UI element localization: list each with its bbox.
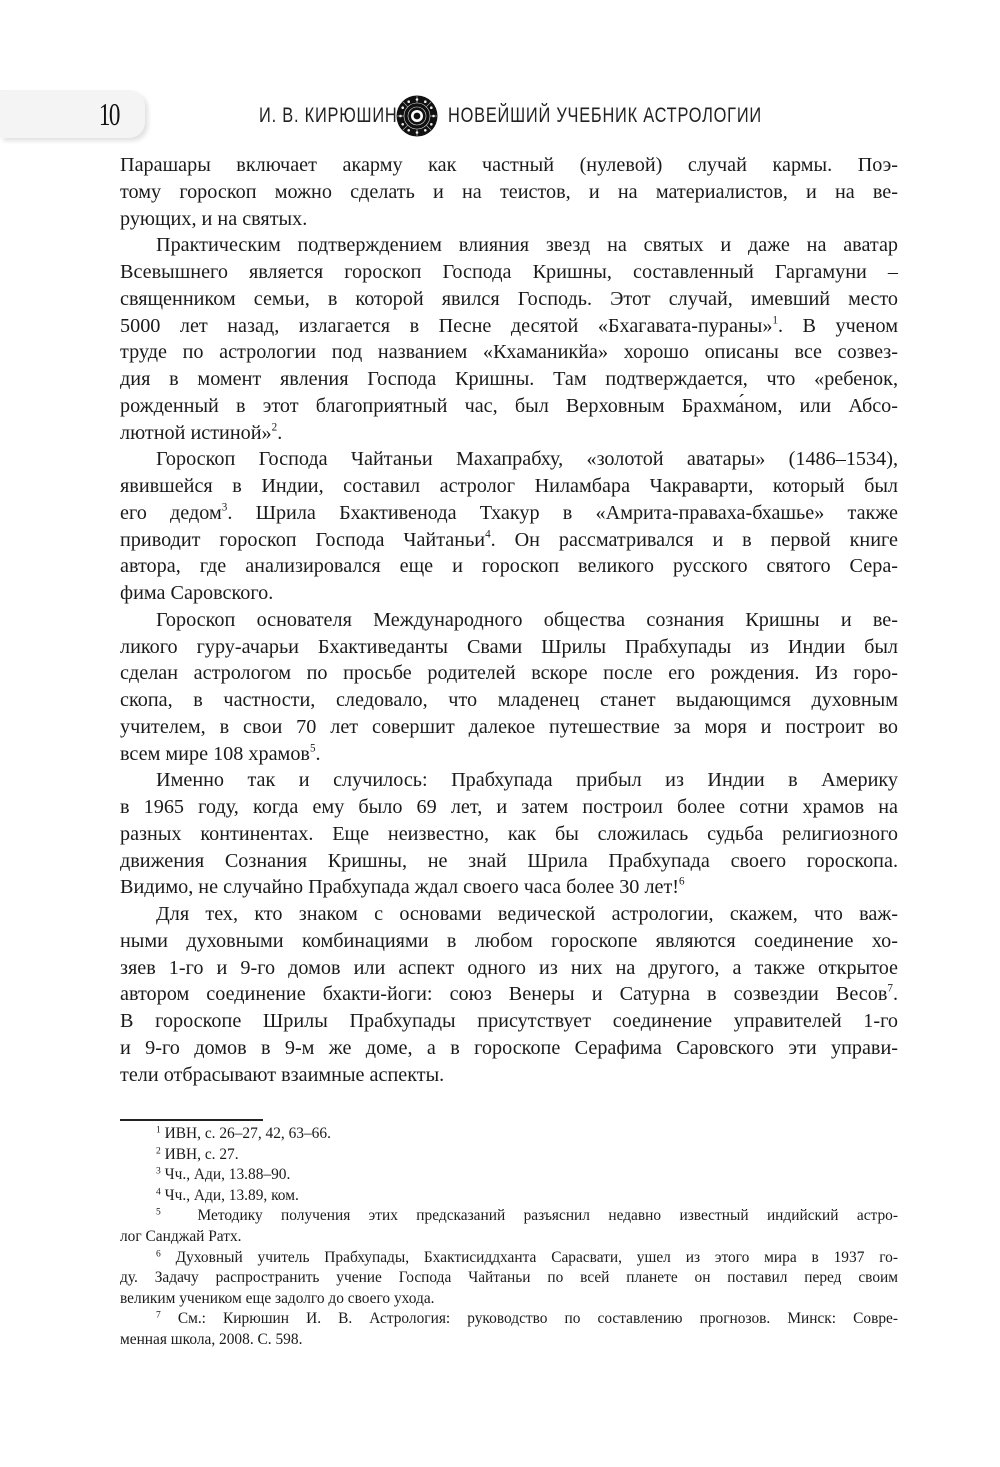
text-line-content: Видимо, не случайно Прабхупада ждал своего часа более 30 лет! bbox=[120, 876, 680, 899]
text-line-content: 5000 лет назад, излагается в Песне десятой «Бхагавата-пураны» bbox=[120, 314, 773, 337]
footnotes bbox=[120, 1124, 898, 1351]
text-line bbox=[120, 634, 898, 661]
footnote-line bbox=[120, 1268, 898, 1289]
text-line bbox=[120, 393, 898, 420]
text-line bbox=[120, 928, 898, 955]
text-line-content: Гороскоп Господа Чайтаньи Махапрабху, «золотой аватары» (1486–1534), bbox=[156, 448, 898, 471]
text-line bbox=[120, 152, 898, 179]
text-line-content: автора, где анализировался еще и гороскоп великого русского святого Сера- bbox=[120, 555, 898, 578]
text-line bbox=[120, 366, 898, 393]
text-line-content: скопа, в частности, следовало, что младенец станет выдающимся духовным bbox=[120, 689, 898, 711]
text-line bbox=[120, 874, 898, 901]
footnote-line bbox=[120, 1124, 898, 1145]
footnote-text: Чч., Ади, 13.88–90. bbox=[164, 1166, 291, 1184]
footnote-line bbox=[120, 1165, 898, 1186]
text-line bbox=[120, 553, 898, 580]
footnote bbox=[120, 1206, 898, 1247]
text-line-tail: . Шрила Бхактивенода Тхакур в «Амрита-праваха-бхашье» также bbox=[227, 501, 898, 524]
footnote-mark: 4 bbox=[156, 1186, 161, 1198]
text-line bbox=[120, 420, 898, 447]
text-line-content: ликого гуру-ачарьи Бхактиведанты Свами Шрилы Прабхупады из Индии был bbox=[120, 635, 898, 658]
text-line bbox=[120, 500, 898, 527]
main-text bbox=[120, 152, 898, 1088]
paragraph bbox=[120, 901, 898, 1088]
text-line-content: зяев 1-го и 9-го домов или аспект одного из них на другого, а также открытое bbox=[120, 956, 898, 979]
text-line-tail: . Он рассматривался и в первой книге bbox=[490, 528, 898, 551]
text-line-content: В гороскопе Шрилы Прабхупады присутствует соединение управителей 1-го bbox=[120, 1010, 898, 1032]
text-line bbox=[120, 687, 898, 714]
text-line-content: труде по астрологии под названием «Кхаманикйа» хорошо описаны все созвез- bbox=[120, 341, 898, 364]
text-line bbox=[120, 794, 898, 821]
footnote bbox=[120, 1124, 898, 1145]
footnote-ref[interactable]: 2 bbox=[271, 421, 278, 434]
text-line bbox=[120, 767, 898, 794]
footnote-text: ду. Задачу распространить учение Господа Чайтаньи по всей планете он поставил перед своим bbox=[120, 1269, 898, 1287]
footnote-line bbox=[120, 1330, 898, 1351]
footnote-text: ИВН, с. 27. bbox=[164, 1145, 239, 1163]
footnote-line bbox=[120, 1227, 898, 1248]
text-line-tail: . bbox=[277, 421, 283, 444]
footnote bbox=[120, 1165, 898, 1186]
text-line bbox=[120, 1062, 898, 1089]
footnote-line bbox=[120, 1206, 898, 1227]
page-number-tab bbox=[0, 90, 145, 138]
footnote-mark: 3 bbox=[156, 1165, 161, 1177]
text-line-content: сделан астрологом по просьбе родителей вскоре после его рождения. Из горо- bbox=[120, 662, 898, 685]
text-line bbox=[120, 821, 898, 848]
running-head-author: И. В. КИРЮШИН bbox=[259, 104, 398, 127]
text-line bbox=[120, 1008, 898, 1035]
text-line-content: священником семьи, в которой явился Господь. Этот случай, имевший место bbox=[120, 287, 898, 310]
text-line-content: ными духовными комбинациями в любом гороскопе являются соединение хо- bbox=[120, 929, 898, 952]
text-line-tail: . bbox=[892, 983, 898, 1006]
text-line bbox=[120, 580, 898, 607]
text-line-content: явившейся в Индии, составил астролог Ниламбара Чакраварти, который был bbox=[120, 475, 898, 497]
footnote-text: ИВН, с. 26–27, 42, 63–66. bbox=[164, 1125, 331, 1142]
footnote-text: великим учеником еще задолго до своего ухода. bbox=[120, 1289, 435, 1307]
text-line bbox=[120, 339, 898, 366]
text-line-content: Парашары включает акарму как частный (нулевой) случай кармы. Поэ- bbox=[120, 154, 898, 176]
zodiac-wheel-icon bbox=[396, 95, 438, 137]
text-line bbox=[120, 446, 898, 473]
footnote-ref[interactable]: 1 bbox=[772, 314, 778, 327]
footnote bbox=[120, 1186, 898, 1207]
footnote-text: Духовный учитель Прабхупады, Бхактисиддханта Сарасвати, ушел из этого мира в 1937 го- bbox=[175, 1248, 898, 1266]
running-head bbox=[220, 93, 850, 139]
text-line bbox=[120, 1035, 898, 1062]
paragraph bbox=[120, 446, 898, 607]
text-line-content: рующих, и на святых. bbox=[120, 207, 308, 230]
text-line-content: лютной истиной» bbox=[120, 421, 272, 444]
footnote-text: лог Санджай Ратх. bbox=[120, 1227, 242, 1245]
paragraph bbox=[120, 767, 898, 901]
text-line-content: учителем, в свои 70 лет совершит далекое путешествие за моря и построит во bbox=[120, 715, 898, 738]
text-line bbox=[120, 313, 898, 340]
footnote-text: Методику получения этих предсказаний разъяснил недавно известный индийский астро- bbox=[179, 1207, 898, 1225]
footnote-line bbox=[120, 1186, 898, 1207]
paragraph bbox=[120, 607, 898, 768]
paragraph bbox=[120, 232, 898, 446]
page-number: 10 bbox=[98, 96, 119, 132]
text-line-content: Именно так и случилось: Прабхупада прибыл из Индии в Америку bbox=[156, 769, 898, 792]
footnote-line bbox=[120, 1309, 898, 1330]
footnote-mark: 5 bbox=[156, 1206, 161, 1218]
text-line bbox=[120, 714, 898, 741]
footnote-mark: 1 bbox=[156, 1124, 161, 1136]
text-line bbox=[120, 527, 898, 554]
text-line-content: тели отбрасывают взаимные аспекты. bbox=[120, 1063, 445, 1086]
footnote-line bbox=[120, 1145, 898, 1166]
footnote-mark: 6 bbox=[156, 1247, 161, 1259]
footnote-text: См.: Кирюшин И. В. Астрология: руководство по составлению прогнозов. Минск: Совре- bbox=[177, 1310, 898, 1328]
footnote-mark: 2 bbox=[156, 1144, 161, 1156]
text-line-content: его дедом bbox=[120, 501, 222, 524]
text-line-content: фима Саровского. bbox=[120, 582, 274, 604]
text-line-content: разных континентах. Еще неизвестно, как бы сложилась судьба религиозного bbox=[120, 822, 898, 845]
footnote-ref[interactable]: 7 bbox=[887, 982, 893, 995]
text-line-tail: . bbox=[315, 742, 321, 765]
text-line-content: приводит гороскоп Господа Чайтаньи bbox=[120, 528, 486, 551]
footnote bbox=[120, 1248, 898, 1310]
paragraph bbox=[120, 152, 898, 232]
text-line bbox=[120, 232, 898, 259]
text-line bbox=[120, 955, 898, 982]
text-line bbox=[120, 206, 898, 233]
text-line-content: тому гороскоп можно сделать и на теистов, и на материалистов, и на ве- bbox=[120, 180, 898, 203]
text-line-content: дия в момент явления Господа Кришны. Там подтверждается, что «ребенок, bbox=[120, 368, 898, 390]
footnote-ref[interactable]: 5 bbox=[309, 742, 316, 755]
text-line bbox=[120, 848, 898, 875]
text-line-content: движения Сознания Кришны, не знай Шрила Прабхупада своего гороскопа. bbox=[120, 849, 898, 872]
text-line-content: всем мире 108 храмов bbox=[120, 742, 310, 765]
text-line-content: Практическим подтверждением влияния звезд на святых и даже на аватар bbox=[156, 234, 898, 257]
footnote bbox=[120, 1309, 898, 1350]
text-line bbox=[120, 607, 898, 634]
footnote-separator bbox=[120, 1119, 263, 1121]
text-line bbox=[120, 981, 898, 1008]
running-head-title: НОВЕЙШИЙ УЧЕБНИК АСТРОЛОГИИ bbox=[447, 104, 762, 127]
footnote-ref[interactable]: 3 bbox=[221, 501, 228, 514]
text-line bbox=[120, 179, 898, 206]
footnote-text: Чч., Ади, 13.89, ком. bbox=[164, 1186, 299, 1204]
text-line-content: Гороскоп основателя Международного общества сознания Кришны и ве- bbox=[156, 608, 898, 631]
footnote-mark: 7 bbox=[156, 1309, 161, 1321]
text-line bbox=[120, 741, 898, 768]
text-line bbox=[120, 259, 898, 286]
text-line-content: и 9-го домов в 9-м же доме, а в гороскопе Серафима Саровского эти управи- bbox=[120, 1036, 898, 1059]
footnote bbox=[120, 1145, 898, 1166]
text-line bbox=[120, 901, 898, 928]
footnote-line bbox=[120, 1248, 898, 1269]
text-line-content: в 1965 году, когда ему было 69 лет, и затем построил более сотни храмов на bbox=[120, 796, 898, 818]
text-line-content: рожденный в этот благоприятный час, был Верховным Брахма́ном, или Абсо- bbox=[120, 394, 898, 417]
text-line-content: Всевышнего является гороскоп Господа Кришны, составленный Гаргамуни – bbox=[120, 261, 898, 283]
text-line-tail: . В ученом bbox=[777, 314, 898, 337]
footnote-ref[interactable]: 6 bbox=[679, 875, 685, 888]
footnote-text: менная школа, 2008. С. 598. bbox=[120, 1330, 303, 1348]
text-line-content: Для тех, кто знаком с основами ведической астрологии, скажем, что важ- bbox=[156, 903, 898, 925]
text-line-content: автором соединение бхакти-йоги: союз Венеры и Сатурна в созвездии Весов bbox=[120, 983, 888, 1006]
footnote-line bbox=[120, 1289, 898, 1310]
text-line bbox=[120, 286, 898, 313]
text-line bbox=[120, 660, 898, 687]
footnote-ref[interactable]: 4 bbox=[485, 528, 491, 541]
text-line bbox=[120, 473, 898, 500]
